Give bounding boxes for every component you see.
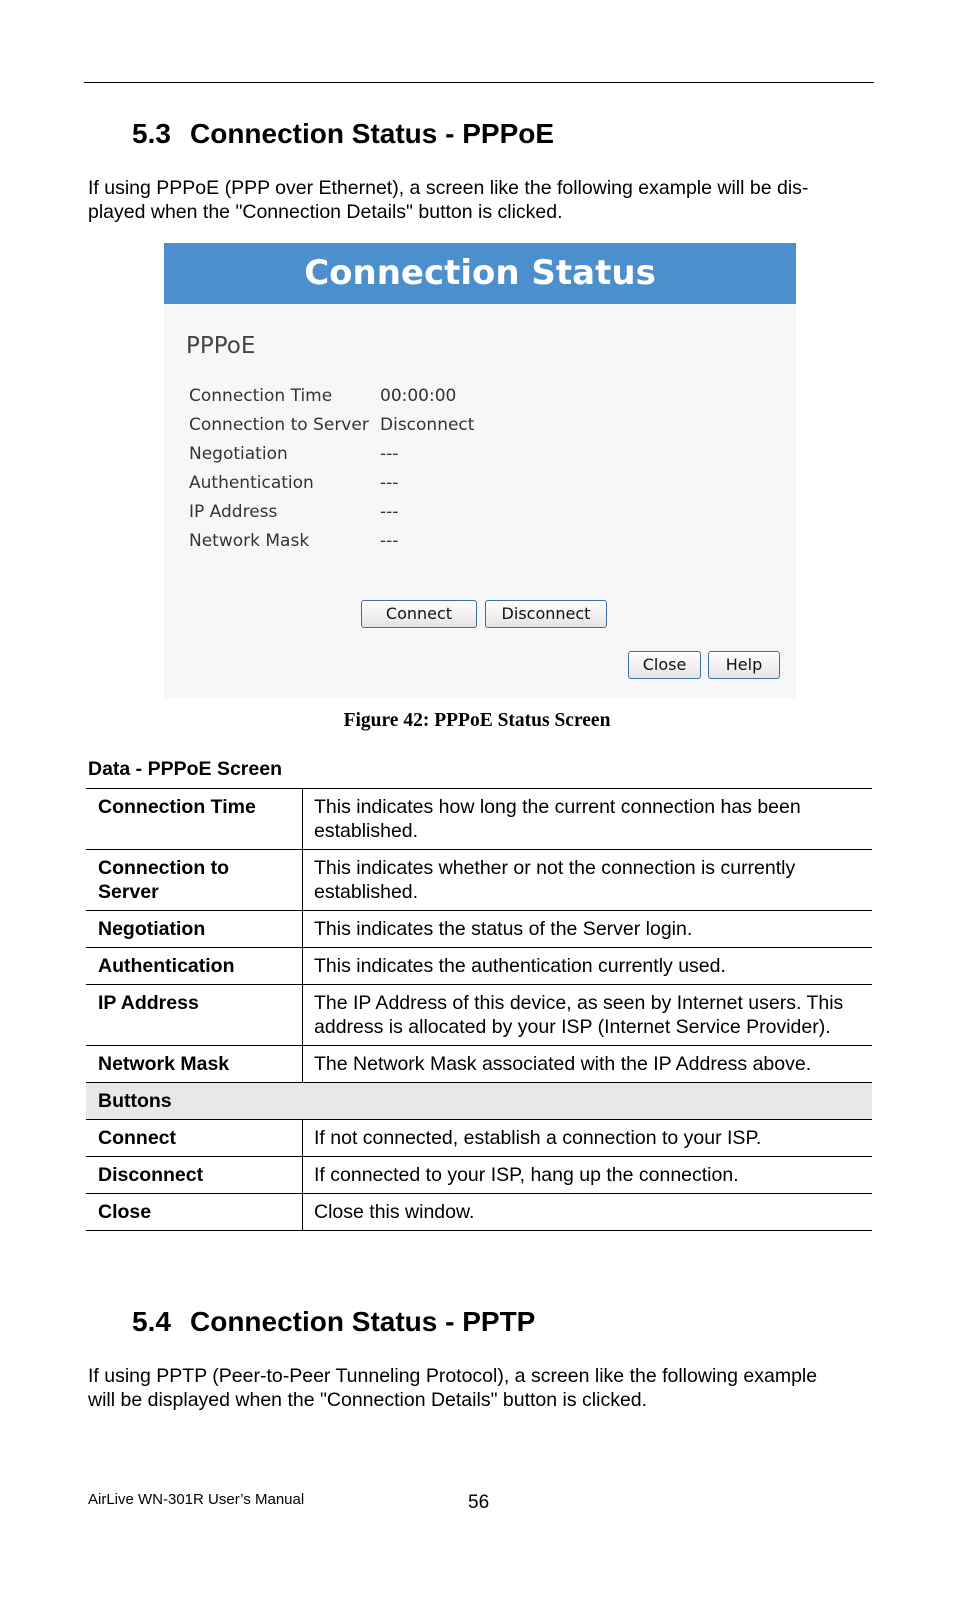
status-value: --- bbox=[380, 502, 399, 522]
status-value: --- bbox=[380, 473, 399, 493]
status-label: Negotiation bbox=[189, 444, 288, 464]
table-row bbox=[86, 789, 872, 850]
section-title: Connection Status - PPPoE bbox=[190, 118, 555, 149]
table-desc: This indicates whether or not the connection is currently established. bbox=[303, 850, 873, 911]
table-row bbox=[86, 948, 872, 985]
table-desc: If connected to your ISP, hang up the connection. bbox=[303, 1157, 873, 1194]
status-value: --- bbox=[380, 444, 399, 464]
table-group-row bbox=[86, 1083, 872, 1120]
connect-button[interactable]: Connect bbox=[361, 600, 477, 628]
intro-line: played when the "Connection Details" button is clicked. bbox=[88, 201, 563, 223]
intro-line: will be displayed when the "Connection Details" button is clicked. bbox=[88, 1389, 648, 1411]
help-button[interactable]: Help bbox=[708, 651, 780, 679]
table-desc: Close this window. bbox=[303, 1194, 873, 1231]
status-label: Network Mask bbox=[189, 531, 310, 551]
table-term: IP Address bbox=[86, 985, 303, 1046]
section-title: Connection Status - PPTP bbox=[190, 1306, 536, 1337]
intro-line: If using PPPoE (PPP over Ethernet), a screen like the following example will be dis- bbox=[88, 177, 809, 199]
header-rule bbox=[84, 82, 874, 83]
connection-status-screenshot bbox=[164, 243, 796, 698]
footer-manual-name: AirLive WN-301R User’s Manual bbox=[88, 1491, 305, 1508]
section-intro bbox=[88, 176, 878, 224]
table-desc: If not connected, establish a connection to your ISP. bbox=[303, 1120, 873, 1157]
status-value: Disconnect bbox=[380, 415, 475, 435]
section-heading-5-4 bbox=[132, 1306, 535, 1338]
status-label: IP Address bbox=[189, 502, 278, 522]
figure-caption: Figure 42: PPPoE Status Screen bbox=[343, 710, 611, 731]
disconnect-button[interactable]: Disconnect bbox=[485, 600, 607, 628]
table-row bbox=[86, 1157, 872, 1194]
status-label: Connection Time bbox=[189, 386, 333, 406]
status-value: 00:00:00 bbox=[380, 386, 457, 406]
screenshot-banner: Connection Status bbox=[164, 243, 796, 304]
table-desc: This indicates how long the current connection has been established. bbox=[303, 789, 873, 850]
table-row bbox=[86, 911, 872, 948]
table-row bbox=[86, 985, 872, 1046]
section-heading-5-3 bbox=[132, 118, 554, 150]
status-value: --- bbox=[380, 531, 399, 551]
page-number: 56 bbox=[468, 1492, 490, 1513]
table-term: Network Mask bbox=[86, 1046, 303, 1083]
pppoe-data-table bbox=[86, 788, 872, 1231]
section-number: 5.4 bbox=[132, 1306, 171, 1337]
intro-line: If using PPTP (Peer-to-Peer Tunneling Protocol), a screen like the following example bbox=[88, 1365, 818, 1387]
close-button[interactable]: Close bbox=[628, 651, 701, 679]
table-desc: The IP Address of this device, as seen by Internet users. This address is allocated by your ISP (Internet Service Provider). bbox=[303, 985, 873, 1046]
table-row bbox=[86, 1120, 872, 1157]
section-intro bbox=[88, 1364, 878, 1412]
table-term: Connection Time bbox=[86, 789, 303, 850]
table-row bbox=[86, 1046, 872, 1083]
table-title: Data - PPPoE Screen bbox=[88, 758, 282, 780]
table-desc: This indicates the status of the Server login. bbox=[303, 911, 873, 948]
table-term: Connect bbox=[86, 1120, 303, 1157]
table-term: Negotiation bbox=[86, 911, 303, 948]
table-term: Connection to Server bbox=[86, 850, 303, 911]
table-term: Disconnect bbox=[86, 1157, 303, 1194]
table-row bbox=[86, 1194, 872, 1231]
table-desc: The Network Mask associated with the IP Address above. bbox=[303, 1046, 873, 1083]
status-label: Connection to Server bbox=[189, 415, 369, 435]
table-term: Close bbox=[86, 1194, 303, 1231]
table-row bbox=[86, 850, 872, 911]
table-desc: This indicates the authentication currently used. bbox=[303, 948, 873, 985]
status-label: Authentication bbox=[189, 473, 314, 493]
screenshot-subtitle: PPPoE bbox=[186, 333, 256, 359]
table-group-header: Buttons bbox=[86, 1083, 872, 1120]
table-term: Authentication bbox=[86, 948, 303, 985]
section-number: 5.3 bbox=[132, 118, 171, 149]
